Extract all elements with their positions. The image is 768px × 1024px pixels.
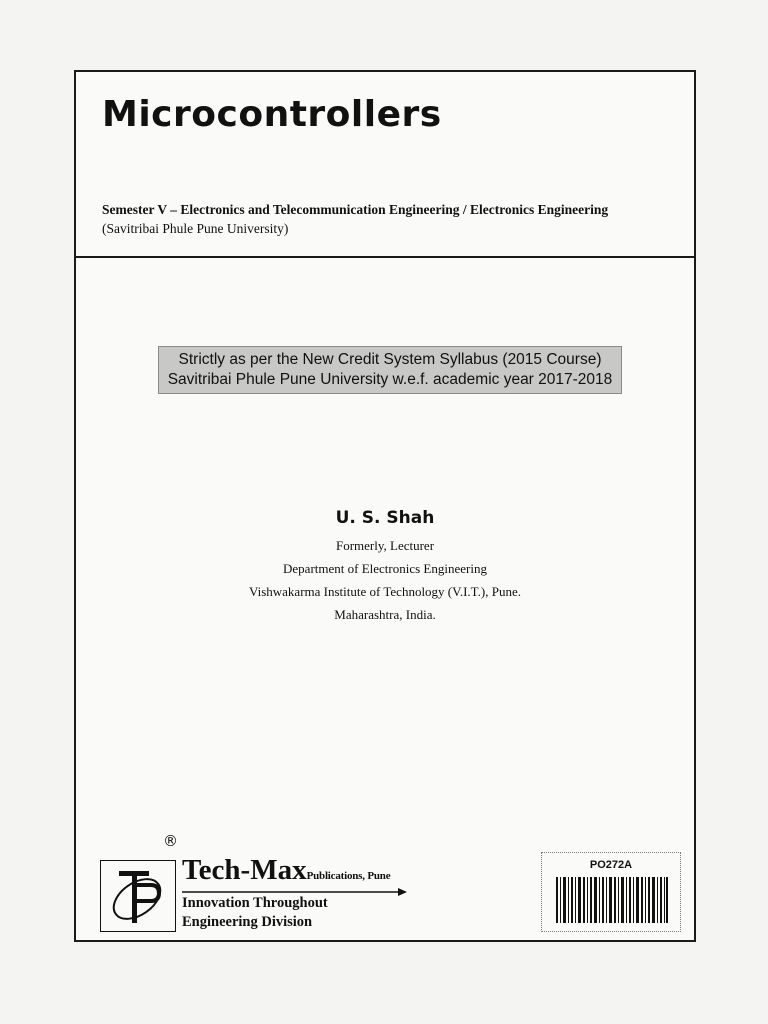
university-line: (Savitribai Phule Pune University) xyxy=(102,221,289,236)
author-line-2: Department of Electronics Engineering xyxy=(283,561,487,576)
barcode-box xyxy=(541,852,681,932)
barcode-icon xyxy=(556,877,668,923)
registered-mark: ® xyxy=(163,832,178,850)
brand-name: Tech-Max xyxy=(182,854,307,886)
author-line-4: Maharashtra, India. xyxy=(334,607,436,622)
syllabus-line-2: Savitribai Phule Pune University w.e.f. academic year 2017-2018 xyxy=(167,371,613,388)
tagline-line-2: Engineering Division xyxy=(182,914,313,930)
syllabus-banner xyxy=(158,346,622,394)
cover-frame xyxy=(74,70,696,942)
semester-line: Semester V – Electronics and Telecommunication Engineering / Electronics Engineering xyxy=(102,202,609,217)
author-line-3: Vishwakarma Institute of Technology (V.I.T.), Pune. xyxy=(249,584,521,599)
author-block xyxy=(76,508,694,626)
author-line-1: Formerly, Lecturer xyxy=(335,538,435,553)
syllabus-line-1: Strictly as per the New Credit System Syllabus (2015 Course) xyxy=(178,351,602,368)
brand-suffix: Publications, Pune xyxy=(306,870,391,882)
publisher-logo xyxy=(100,832,400,932)
header-section xyxy=(76,72,694,258)
tp-emblem-icon xyxy=(100,860,176,932)
book-title: Microcontrollers xyxy=(102,94,442,135)
tagline-line-1: Innovation Throughout xyxy=(182,895,328,911)
tagline xyxy=(182,894,328,932)
brand-block xyxy=(182,854,407,886)
book-code: PO272A xyxy=(589,859,633,871)
author-name: U. S. Shah xyxy=(335,508,435,528)
